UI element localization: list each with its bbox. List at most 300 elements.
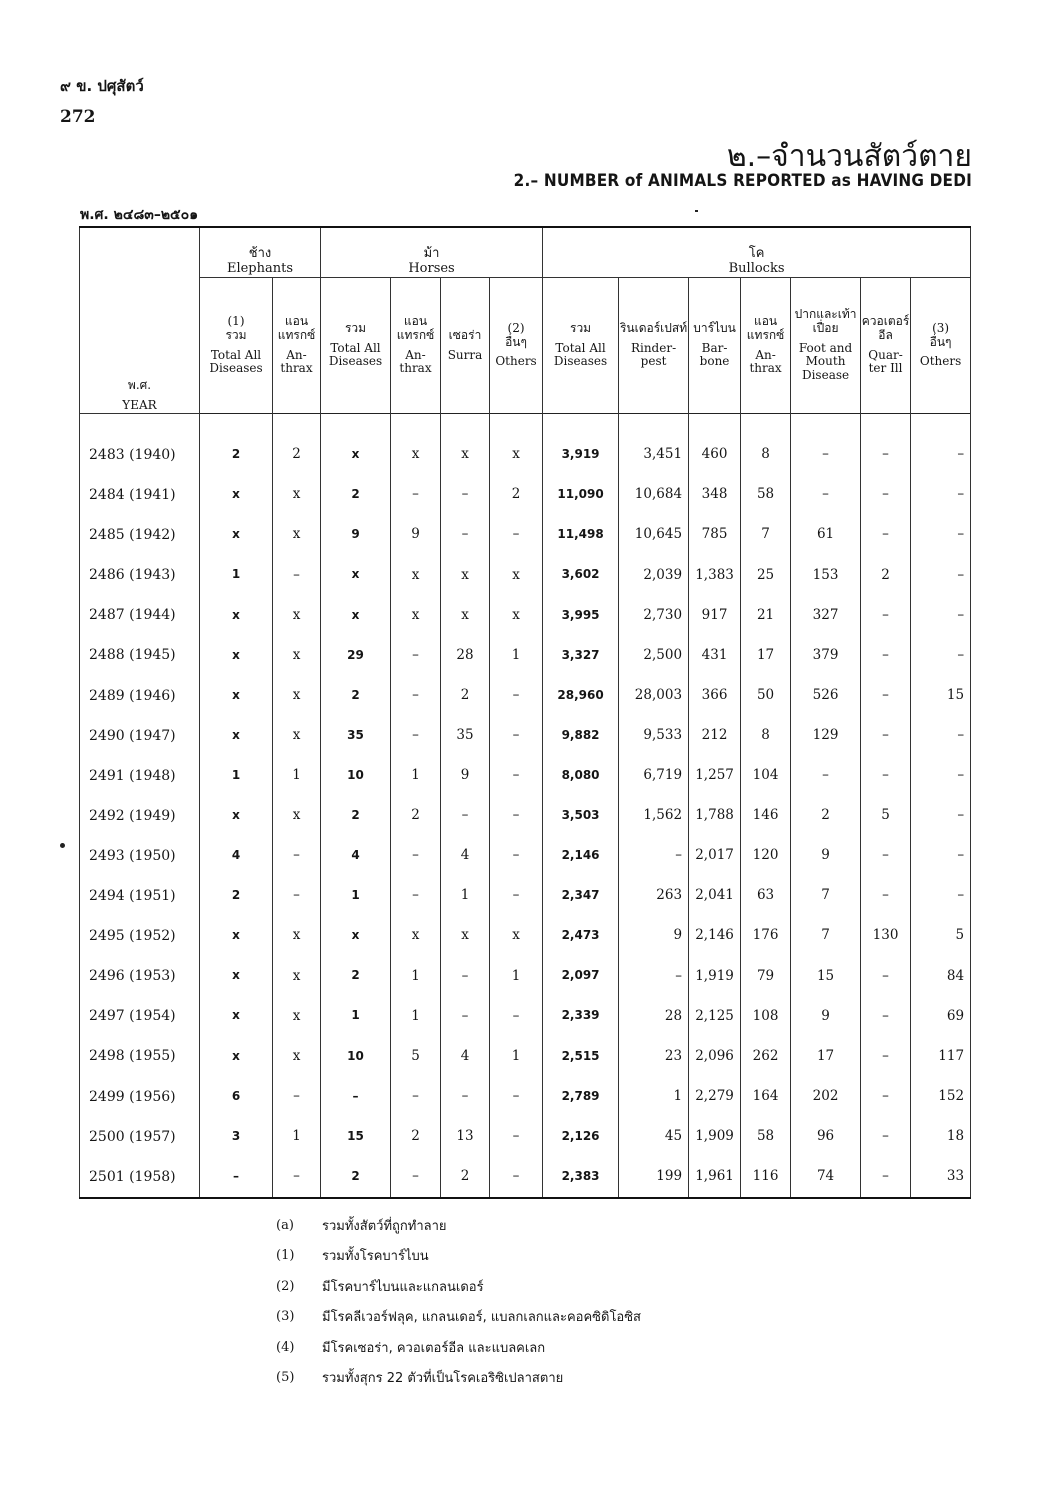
year-cell: 2497 (1954) <box>80 996 200 1036</box>
data-cell: – <box>911 796 971 836</box>
data-cell: 69 <box>911 996 971 1036</box>
table-row <box>80 796 971 836</box>
data-cell: 79 <box>741 956 791 996</box>
table-row <box>80 756 971 796</box>
data-cell: – <box>861 756 911 796</box>
year-cell: 2485 (1942) <box>80 515 200 555</box>
column-header <box>619 278 689 414</box>
data-cell: 10,684 <box>619 475 689 515</box>
data-cell: – <box>441 515 490 555</box>
data-cell: x <box>490 555 543 595</box>
data-cell: 202 <box>791 1077 861 1117</box>
data-cell: – <box>391 1157 441 1198</box>
data-cell: 3,919 <box>543 435 619 475</box>
data-cell: 2,146 <box>689 916 741 956</box>
column-header-thai: รวม <box>225 327 247 342</box>
data-cell: 460 <box>689 435 741 475</box>
data-cell: – <box>273 1077 321 1117</box>
data-cell: 7 <box>741 515 791 555</box>
data-cell: 2,096 <box>689 1036 741 1076</box>
data-cell: 84 <box>911 956 971 996</box>
data-cell: 917 <box>689 595 741 635</box>
footnote-text: มีโรคบาร์ไบนและแกลนเดอร์ <box>322 1279 484 1295</box>
table-row <box>80 956 971 996</box>
group-label-thai: โค <box>748 246 765 262</box>
column-header <box>861 278 911 414</box>
column-header-number: (1) <box>227 313 245 328</box>
group-header-bullocks <box>543 227 971 278</box>
data-cell: x <box>273 676 321 716</box>
group-label-thai: ช้าง <box>248 246 272 262</box>
data-cell: 431 <box>689 635 741 675</box>
column-header-thai: อื่นๆ <box>929 334 952 349</box>
data-cell: 366 <box>689 676 741 716</box>
data-cell: 348 <box>689 475 741 515</box>
footnote-text: รวมทั้งสัตว์ที่ถูกทำลาย <box>322 1218 447 1234</box>
data-cell: – <box>441 475 490 515</box>
data-cell: 1 <box>200 756 273 796</box>
data-cell: x <box>273 916 321 956</box>
data-cell: 2,383 <box>543 1157 619 1198</box>
data-cell: 1,562 <box>619 796 689 836</box>
data-cell: – <box>490 1157 543 1198</box>
data-cell: 9 <box>391 515 441 555</box>
year-cell: 2500 (1957) <box>80 1117 200 1157</box>
data-cell: 176 <box>741 916 791 956</box>
data-cell: 1,257 <box>689 756 741 796</box>
data-cell: 1 <box>273 756 321 796</box>
data-cell: 1 <box>441 876 490 916</box>
data-cell: 1 <box>200 555 273 595</box>
data-cell: 15 <box>791 956 861 996</box>
column-header-english: Rinder- pest <box>630 340 677 369</box>
data-cell: 58 <box>741 475 791 515</box>
data-cell: x <box>321 555 391 595</box>
column-header-thai: รินเดอร์เปสท์ <box>619 320 688 335</box>
year-cell: 2499 (1956) <box>80 1077 200 1117</box>
title-english: 2.– NUMBER of ANIMALS REPORTED as HAVING DEDI <box>513 171 972 191</box>
data-cell: – <box>861 475 911 515</box>
footnotes <box>276 1210 641 1393</box>
animal-deaths-table <box>79 226 971 1199</box>
group-header-horses <box>321 227 543 278</box>
data-cell: 1,383 <box>689 555 741 595</box>
data-cell: 2 <box>391 1117 441 1157</box>
column-header-english: An- thrax <box>399 347 432 376</box>
column-header <box>490 278 543 414</box>
group-label-thai: ม้า <box>423 246 440 262</box>
column-header-thai: รวม <box>570 320 592 335</box>
data-cell: 262 <box>741 1036 791 1076</box>
column-header <box>791 278 861 414</box>
data-cell: – <box>619 956 689 996</box>
year-column-header <box>80 227 200 414</box>
footnote-item <box>276 1363 641 1394</box>
data-cell: – <box>391 836 441 876</box>
data-cell: 28,003 <box>619 676 689 716</box>
column-header-english: Foot and Mouth Disease <box>798 340 853 383</box>
year-range-label: พ.ศ. ๒๔๘๓–๒๕๐๑ <box>80 207 199 223</box>
data-cell: – <box>391 635 441 675</box>
data-cell: 2,039 <box>619 555 689 595</box>
data-cell: – <box>861 1157 911 1198</box>
data-cell: 152 <box>911 1077 971 1117</box>
table-row <box>80 1117 971 1157</box>
data-cell: x <box>200 956 273 996</box>
column-header-thai: ควอเตอร์อีล <box>861 313 910 342</box>
data-cell: 785 <box>689 515 741 555</box>
data-cell: 263 <box>619 876 689 916</box>
data-cell: – <box>490 515 543 555</box>
footnote-item <box>276 1241 641 1272</box>
data-cell: 10,645 <box>619 515 689 555</box>
data-cell: 6,719 <box>619 756 689 796</box>
data-cell: 2,146 <box>543 836 619 876</box>
data-cell: 11,498 <box>543 515 619 555</box>
data-cell: x <box>200 716 273 756</box>
year-cell: 2483 (1940) <box>80 435 200 475</box>
data-cell: – <box>391 676 441 716</box>
group-label-english: Bullocks <box>728 261 785 277</box>
column-header-thai: ปากและเท้าเปื่อย <box>794 307 857 335</box>
data-cell: x <box>200 916 273 956</box>
data-cell: x <box>441 916 490 956</box>
data-cell: 3,327 <box>543 635 619 675</box>
data-cell: 9 <box>619 916 689 956</box>
data-cell: 327 <box>791 595 861 635</box>
data-cell: 2,473 <box>543 916 619 956</box>
data-cell: 2,347 <box>543 876 619 916</box>
data-cell: x <box>321 435 391 475</box>
data-cell: 130 <box>861 916 911 956</box>
data-cell: 2 <box>791 796 861 836</box>
data-cell: x <box>273 796 321 836</box>
data-cell: x <box>391 435 441 475</box>
data-cell: 74 <box>791 1157 861 1198</box>
data-cell: 6 <box>200 1077 273 1117</box>
data-cell: x <box>391 916 441 956</box>
data-cell: 11,090 <box>543 475 619 515</box>
data-cell: 2,500 <box>619 635 689 675</box>
data-cell: – <box>273 555 321 595</box>
data-cell: 2,515 <box>543 1036 619 1076</box>
data-cell: x <box>490 595 543 635</box>
footnote-item <box>276 1332 641 1363</box>
data-cell: – <box>911 635 971 675</box>
footnote-text: รวมทั้งสุกร 22 ตัวที่เป็นโรคเอริซิเปลาสตาย <box>322 1371 564 1387</box>
data-cell: 35 <box>321 716 391 756</box>
data-cell: x <box>391 595 441 635</box>
table-row <box>80 635 971 675</box>
data-cell: 1 <box>490 956 543 996</box>
column-header-number: (3) <box>932 320 950 335</box>
data-cell: 4 <box>321 836 391 876</box>
data-cell: 17 <box>741 635 791 675</box>
column-header-english: Total All Diseases <box>209 347 263 376</box>
year-cell: 2493 (1950) <box>80 836 200 876</box>
data-cell: x <box>441 555 490 595</box>
data-cell: 199 <box>619 1157 689 1198</box>
column-header-english: Others <box>495 354 537 369</box>
column-header <box>543 278 619 414</box>
column-header-thai: แอนแทรกซ์ <box>746 313 785 342</box>
data-cell: 2 <box>490 475 543 515</box>
data-cell: – <box>441 996 490 1036</box>
data-cell: 164 <box>741 1077 791 1117</box>
data-cell: 1,919 <box>689 956 741 996</box>
column-header-english: Surra <box>447 347 483 362</box>
data-cell: 2 <box>200 435 273 475</box>
data-cell: – <box>911 475 971 515</box>
data-cell: 1 <box>391 996 441 1036</box>
column-header-english: Bar- bone <box>699 340 730 369</box>
data-cell: 33 <box>911 1157 971 1198</box>
data-cell: – <box>861 595 911 635</box>
data-cell: 13 <box>441 1117 490 1157</box>
data-cell: x <box>273 716 321 756</box>
table-row <box>80 716 971 756</box>
data-cell: x <box>490 916 543 956</box>
data-cell: x <box>200 595 273 635</box>
column-header-thai: รวม <box>344 320 367 335</box>
data-cell: 146 <box>741 796 791 836</box>
data-cell: 2 <box>861 555 911 595</box>
data-cell: – <box>490 836 543 876</box>
data-cell: 2 <box>321 956 391 996</box>
data-cell: 63 <box>741 876 791 916</box>
footnote-item <box>276 1271 641 1302</box>
data-cell: 15 <box>911 676 971 716</box>
title-thai: ๒.–จำนวนสัตว์ตาย <box>726 139 972 174</box>
column-header-thai: บาร์ไบน <box>693 320 736 335</box>
table-row <box>80 1036 971 1076</box>
column-header <box>689 278 741 414</box>
data-cell: 1 <box>391 956 441 996</box>
data-cell: 28,960 <box>543 676 619 716</box>
table-row <box>80 916 971 956</box>
year-cell: 2486 (1943) <box>80 555 200 595</box>
data-cell: 2 <box>391 796 441 836</box>
data-cell: – <box>273 1157 321 1198</box>
data-cell: x <box>441 595 490 635</box>
data-cell: 117 <box>911 1036 971 1076</box>
data-cell: – <box>861 836 911 876</box>
data-cell: 3,503 <box>543 796 619 836</box>
data-cell: 2,339 <box>543 996 619 1036</box>
group-label-english: Elephants <box>226 261 294 277</box>
year-cell: 2498 (1955) <box>80 1036 200 1076</box>
data-cell: – <box>490 676 543 716</box>
data-cell: – <box>861 956 911 996</box>
data-cell: – <box>791 475 861 515</box>
data-cell: 1 <box>490 1036 543 1076</box>
table-row <box>80 836 971 876</box>
data-cell: – <box>273 876 321 916</box>
column-header-english: Total All Diseases <box>328 340 383 369</box>
data-cell: 9 <box>791 996 861 1036</box>
data-cell: – <box>441 1077 490 1117</box>
data-cell: 7 <box>791 916 861 956</box>
data-cell: 50 <box>741 676 791 716</box>
section-label: ๙ ข. ปศุสัตว์ <box>60 77 144 95</box>
column-header <box>741 278 791 414</box>
data-cell: 2,279 <box>689 1077 741 1117</box>
data-cell: – <box>619 836 689 876</box>
data-cell: – <box>490 876 543 916</box>
data-cell: 5 <box>911 916 971 956</box>
data-cell: – <box>861 676 911 716</box>
table-row <box>80 1157 971 1198</box>
data-cell: 1,909 <box>689 1117 741 1157</box>
table-row <box>80 996 971 1036</box>
footnote-key: (5) <box>276 1370 295 1386</box>
data-cell: 4 <box>200 836 273 876</box>
data-cell: – <box>911 836 971 876</box>
data-cell: – <box>391 716 441 756</box>
data-cell: 2 <box>321 676 391 716</box>
data-cell: 15 <box>321 1117 391 1157</box>
column-header <box>911 278 971 414</box>
data-cell: 3,995 <box>543 595 619 635</box>
data-cell: 8,080 <box>543 756 619 796</box>
data-cell: 212 <box>689 716 741 756</box>
footnote-item <box>276 1302 641 1333</box>
data-cell: 1 <box>619 1077 689 1117</box>
data-cell: – <box>791 435 861 475</box>
data-cell: x <box>441 435 490 475</box>
data-cell: 2 <box>200 876 273 916</box>
data-cell: 96 <box>791 1117 861 1157</box>
data-cell: x <box>321 916 391 956</box>
data-cell: 25 <box>741 555 791 595</box>
data-cell: 2,730 <box>619 595 689 635</box>
table-row <box>80 515 971 555</box>
data-cell: x <box>321 595 391 635</box>
data-cell: 28 <box>619 996 689 1036</box>
data-cell: 3 <box>200 1117 273 1157</box>
column-header-english: Others <box>919 354 962 369</box>
data-cell: – <box>861 435 911 475</box>
data-cell: 29 <box>321 635 391 675</box>
data-cell: – <box>911 595 971 635</box>
data-cell: – <box>391 876 441 916</box>
footnote-item <box>276 1210 641 1241</box>
column-header-thai: แอนแทรกซ์ <box>396 313 435 342</box>
data-cell: 2,017 <box>689 836 741 876</box>
data-cell: – <box>861 635 911 675</box>
year-cell: 2484 (1941) <box>80 475 200 515</box>
data-cell: 5 <box>391 1036 441 1076</box>
footnote-text: มีโรคเซอร่า, ควอเตอร์อีล และแบลคเลก <box>322 1340 546 1356</box>
footnote-text: รวมทั้งโรคบาร์ไบน <box>322 1249 429 1265</box>
data-cell: x <box>273 595 321 635</box>
column-header <box>273 278 321 414</box>
data-cell: x <box>391 555 441 595</box>
data-cell: x <box>273 635 321 675</box>
data-cell: 9 <box>321 515 391 555</box>
year-cell: 2487 (1944) <box>80 595 200 635</box>
data-cell: – <box>861 1117 911 1157</box>
data-cell: – <box>861 996 911 1036</box>
data-cell: 28 <box>441 635 490 675</box>
data-cell: 526 <box>791 676 861 716</box>
data-cell: 8 <box>741 716 791 756</box>
data-cell: 5 <box>861 796 911 836</box>
data-cell: x <box>200 996 273 1036</box>
data-cell: 2,041 <box>689 876 741 916</box>
data-cell: x <box>200 1036 273 1076</box>
data-cell: 18 <box>911 1117 971 1157</box>
table-row <box>80 876 971 916</box>
column-header <box>321 278 391 414</box>
print-mark <box>60 843 65 848</box>
data-cell: 2 <box>441 676 490 716</box>
year-cell: 2494 (1951) <box>80 876 200 916</box>
data-cell: – <box>490 1077 543 1117</box>
data-cell: x <box>490 435 543 475</box>
column-header-english: Quar- ter Ill <box>868 347 903 376</box>
table-row <box>80 435 971 475</box>
footnote-text: มีโรคลีเวอร์ฟลุค, แกลนเดอร์, แบลกเลกและคอคซิดิโอซิส <box>322 1310 641 1326</box>
data-cell: – <box>911 555 971 595</box>
data-cell: 9,882 <box>543 716 619 756</box>
data-cell: – <box>490 716 543 756</box>
data-cell: 61 <box>791 515 861 555</box>
data-cell: – <box>861 876 911 916</box>
data-cell: 1 <box>273 1117 321 1157</box>
data-cell: x <box>273 996 321 1036</box>
column-header-english: Total All Diseases <box>553 340 608 369</box>
footnote-key: (3) <box>276 1309 295 1325</box>
data-cell: – <box>911 515 971 555</box>
data-cell: 1 <box>490 635 543 675</box>
footnote-key: (4) <box>276 1339 295 1355</box>
footnote-key: (2) <box>276 1278 295 1294</box>
year-header-english: YEAR <box>122 398 157 413</box>
data-cell: 1,788 <box>689 796 741 836</box>
data-cell: 2 <box>321 796 391 836</box>
data-cell: – <box>490 796 543 836</box>
data-cell: – <box>911 756 971 796</box>
data-cell: – <box>911 876 971 916</box>
year-cell: 2491 (1948) <box>80 756 200 796</box>
data-cell: – <box>861 1077 911 1117</box>
data-cell: 104 <box>741 756 791 796</box>
data-cell: – <box>391 475 441 515</box>
year-cell: 2492 (1949) <box>80 796 200 836</box>
data-cell: 10 <box>321 756 391 796</box>
data-cell: 1 <box>391 756 441 796</box>
column-header-thai: แอนแทรกซ์ <box>277 313 316 342</box>
data-cell: 4 <box>441 836 490 876</box>
data-cell: x <box>200 796 273 836</box>
data-cell: 9 <box>441 756 490 796</box>
column-header-thai: เซอร่า <box>448 327 482 342</box>
year-cell: 2495 (1952) <box>80 916 200 956</box>
data-cell: 1 <box>321 996 391 1036</box>
data-cell: x <box>273 956 321 996</box>
table-row <box>80 676 971 716</box>
data-cell: 2 <box>321 475 391 515</box>
page-number: 272 <box>60 107 96 127</box>
data-cell: 35 <box>441 716 490 756</box>
data-cell: – <box>441 796 490 836</box>
data-cell: 7 <box>791 876 861 916</box>
table-row <box>80 1077 971 1117</box>
data-cell: 129 <box>791 716 861 756</box>
data-cell: 2,097 <box>543 956 619 996</box>
year-cell: 2488 (1945) <box>80 635 200 675</box>
